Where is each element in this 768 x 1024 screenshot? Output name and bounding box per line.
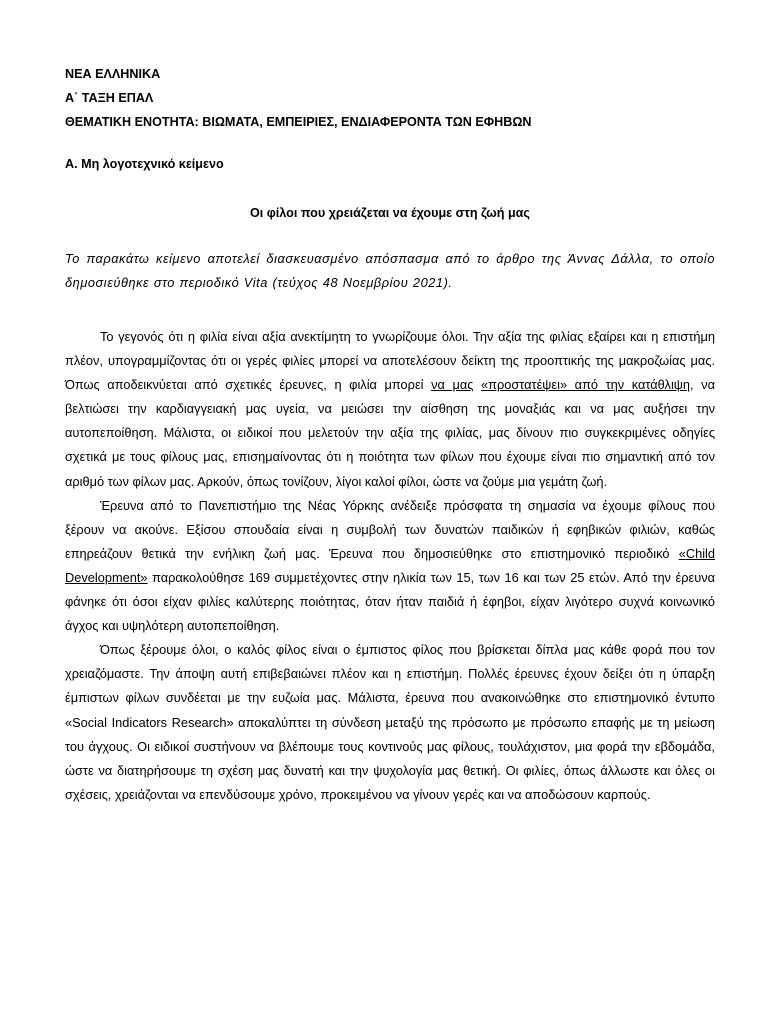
paragraph-1-text-a: Το γεγονός ότι η φιλία είναι αξία ανεκτίμητη το γνωρίζουμε όλοι. Την αξία της φιλίας εξαίρει και η επιστήμη πλέον, υπογραμμίζοντας ότι οι γερές φιλίες μπορεί να αποτελέσουν δείκτη της προοπτικής της μακροζωίας μας. Όπως αποδεικνύεται από σχετικές έρευνες, η φιλία μπορεί — [65, 329, 715, 393]
underlined-journal-name: «Child Development» — [65, 545, 715, 585]
unit-heading: ΘΕΜΑΤΙΚΗ ΕΝΟΤΗΤΑ: ΒΙΩΜΑΤΑ, ΕΜΠΕΙΡΙΕΣ, ΕΝΔΙΑΦΕΡΟΝΤΑ ΤΩΝ ΕΦΗΒΩΝ — [65, 115, 532, 129]
underlined-phrase-2: «προστατέψει» από την κατάθλιψη — [481, 377, 691, 393]
paragraph-1-space — [473, 377, 481, 392]
subject-heading: ΝΕΑ ΕΛΛΗΝΙΚΑ — [65, 67, 161, 81]
section-heading: Α. Μη λογοτεχνικό κείμενο — [65, 157, 224, 171]
grade-heading: Α΄ ΤΑΞΗ ΕΠΑΛ — [65, 91, 154, 105]
paragraph-1 — [65, 325, 715, 494]
underlined-phrase-1: να μας — [431, 377, 474, 393]
intro-paragraph: Το παρακάτω κείμενο αποτελεί διασκευασμένο απόσπασμα από το άρθρο της Άννας Δάλλα, το οποίο δημοσιεύθηκε στο περιοδικό Vita (τεύχος 48 Νοεμβρίου 2021). — [65, 251, 715, 290]
paragraph-2 — [65, 494, 715, 639]
paragraph-2-text-a: Έρευνα από το Πανεπιστήμιο της Νέας Υόρκης ανέδειξε πρόσφατα τη σημασία να έχουμε φίλους που ξέρουν να ακούνε. Εξίσου σπουδαία είναι η συμβολή των δυνατών παιδικών ή εφηβικών φιλιών, καθώς επηρεάζουν θετικά την ενήλικη ζωή μας. Έρευνα που δημοσιεύθηκε στο επιστημονικό περιοδικό — [65, 497, 715, 561]
article-title: Οι φίλοι που χρειάζεται να έχουμε στη ζωή μας — [250, 206, 530, 220]
document-page — [65, 62, 715, 807]
paragraph-3: Όπως ξέρουμε όλοι, ο καλός φίλος είναι ο έμπιστος φίλος που βρίσκεται δίπλα μας κάθε φορά που τον χρειαζόμαστε. Την άποψη αυτή επιβεβαιώνει πλέον και η επιστήμη. Πολλές έρευνες έχουν δείξει ότι η ύπαρξη έμπιστων φίλων συνδέεται με την ευζωία μας. Μάλιστα, έρευνα που ανακοινώθηκε στο επιστημονικό έντυπο «Social Indicators Research» αποκαλύπτει τη σύνδεση μεταξύ της πρόσωπο με πρόσωπο επαφής με τη μείωση του άγχους. Οι ειδικοί συστήνουν να βλέπουμε τους κοντινούς μας φίλους, τουλάχιστον, μια φορά την εβδομάδα, ώστε να διατηρήσουμε τη σχέση μας δυνατή και την ψυχολογία μας θετική. Οι φιλίες, όπως άλλωστε και όλες οι σχέσεις, χρειάζονται να επενδύσουμε χρόνο, προκειμένου να γίνουν γερές και να αποδώσουν καρπούς. — [65, 642, 715, 802]
paragraph-2-text-b: παρακολούθησε 169 συμμετέχοντες στην ηλικία των 15, των 16 και των 25 ετών. Από την έρευνα φάνηκε ότι όσοι είχαν φιλίες καλύτερης ποιότητας, όταν ήταν παιδιά ή έφηβοι, είχαν λιγότερο συχνά κοινωνικό άγχος και υψηλότερη αυτοπεποίθηση. — [65, 569, 715, 634]
paragraph-1-text-b: , να βελτιώσει την καρδιαγγειακή μας υγεία, να μειώσει την αίσθηση της μοναξιάς και να μας αυξήσει την αυτοπεποίθηση. Μάλιστα, οι ειδικοί που μελετούν την αξία της φιλίας, μας δίνουν πιο συγκεκριμένες οδηγίες σχετικά με τους φίλους μας, επισημαίνοντας ότι η ποιότητα των φίλων που έχουμε είναι πιο σημαντική από τον αριθμό των φίλων μας. Αρκούν, όπως τονίζουν, λίγοι καλοί φίλοι, ώστε να ζούμε μια γεμάτη ζωή. — [65, 377, 715, 489]
